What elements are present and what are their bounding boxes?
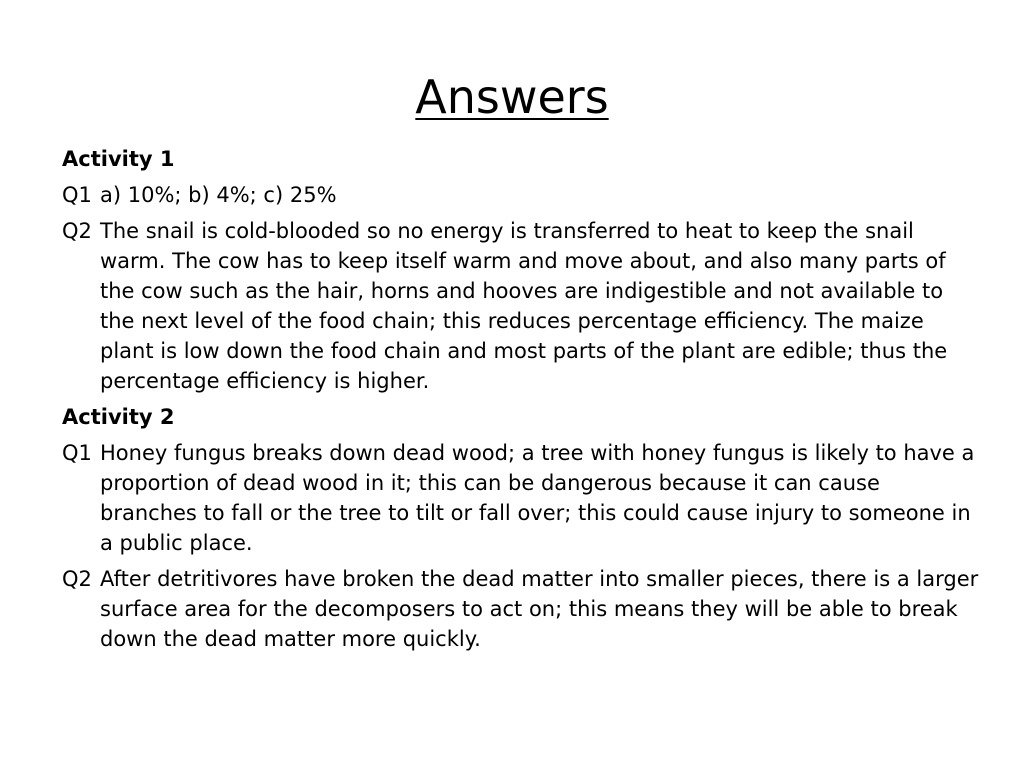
answer-text: a) 10%; b) 4%; c) 25% (100, 183, 337, 207)
slide-title (0, 62, 1024, 132)
slide-title-text: Answers (415, 70, 609, 124)
answer-text: After detritivores have broken the dead matter into smaller pieces, there is a larger surface area for the decomposers to act on; this means they will be able to break down the dead matter more quickly. (100, 567, 979, 651)
activity-1-q1 (62, 180, 982, 210)
activity-2-q1 (62, 438, 982, 558)
activity-2-q2 (62, 564, 982, 654)
answer-text: Honey fungus breaks down dead wood; a tree with honey fungus is likely to have a proportion of dead wood in it; this can be dangerous because it can cause branches to fall or the tree to tilt or fall over; this could cause injury to someone in a public place. (100, 441, 975, 555)
slide-content (62, 144, 982, 660)
question-label: Q1 (62, 441, 92, 465)
activity-2-heading: Activity 2 (62, 405, 175, 429)
question-label: Q1 (62, 183, 92, 207)
activity-1-q2 (62, 216, 982, 396)
question-label: Q2 (62, 567, 92, 591)
answer-text: The snail is cold-blooded so no energy is transferred to heat to keep the snail warm. The cow has to keep itself warm and move about, and also many parts of the cow such as the hair, horns and hooves are indigestible and not available to the next level of the food chain; this reduces percentage efficiency. The maize plant is low down the food chain and most parts of the plant are edible; thus the percentage efficiency is higher. (100, 219, 948, 393)
activity-1-heading: Activity 1 (62, 147, 175, 171)
question-label: Q2 (62, 219, 92, 243)
